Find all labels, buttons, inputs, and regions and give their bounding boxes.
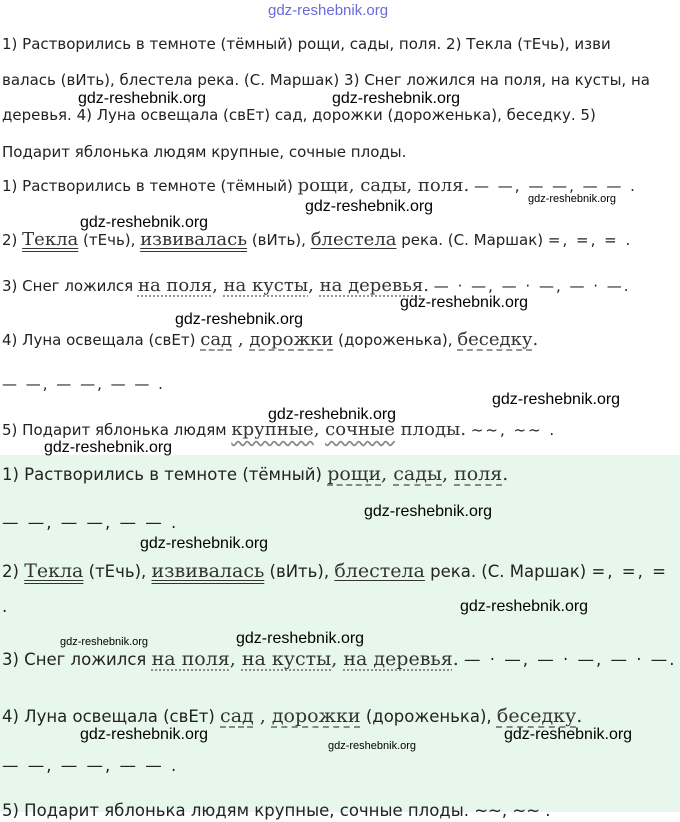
task-line: 1) Растворились в темноте (тёмный) рощи, сады, поля. 2) Текла (тЕчь), изви bbox=[2, 35, 611, 53]
sentence-scheme: — —, — —, — — . bbox=[474, 177, 637, 195]
answer-sentence-1: 1) Растворились в темноте (тёмный) рощи, сады, поля. bbox=[2, 463, 509, 485]
answer-sentence-3: 3) Снег ложился на поля, на кусты, на деревья. — · —, — · —, — · —. bbox=[2, 648, 677, 670]
watermark: gdz-reshebnik.org bbox=[364, 503, 493, 520]
watermark: gdz-reshebnik.org bbox=[332, 90, 461, 107]
watermark: gdz-reshebnik.org bbox=[80, 726, 209, 743]
answer-sentence-4: 4) Луна освещала (свЕт) сад , дорожки (дороженька), беседку. bbox=[2, 705, 583, 727]
sentence-scheme-end: . bbox=[2, 597, 8, 616]
sentence-scheme: =, =, = bbox=[591, 562, 668, 581]
watermark: gdz-reshebnik.org bbox=[492, 391, 621, 408]
watermark: gdz-reshebnik.org bbox=[78, 90, 207, 107]
watermark: gdz-reshebnik.org bbox=[460, 598, 589, 615]
watermark: gdz-reshebnik.org bbox=[80, 214, 209, 231]
answer-sentence-1: 1) Растворились в темноте (тёмный) рощи, сады, поля. — —, — —, — — . bbox=[2, 175, 637, 196]
watermark: gdz-reshebnik.org bbox=[400, 294, 529, 311]
watermark: gdz-reshebnik.org bbox=[268, 2, 389, 19]
watermark: gdz-reshebnik.org bbox=[328, 740, 417, 752]
task-line: валась (вИть), блестела река. (С. Маршак) 3) Снег ложился на поля, на кусты, на bbox=[2, 71, 650, 89]
watermark: gdz-reshebnik.org bbox=[528, 193, 617, 205]
sentence-scheme: — —, — —, — — . bbox=[2, 375, 165, 393]
watermark: gdz-reshebnik.org bbox=[236, 630, 365, 647]
watermark: gdz-reshebnik.org bbox=[504, 726, 633, 743]
answer-sentence-5: 5) Подарит яблонька людям крупные, сочные плоды. ~~, ~~ . bbox=[2, 419, 557, 440]
sentence-scheme: =, =, = . bbox=[547, 231, 633, 249]
answer-sentence-4: 4) Луна освещала (свЕт) сад , дорожки (дороженька), беседку. bbox=[2, 329, 539, 350]
answer-sentence-5: 5) Подарит яблонька людям крупные, сочные плоды. ~~, ~~ . bbox=[2, 801, 551, 820]
sentence-scheme: — · —, — · —, — · —. bbox=[464, 650, 677, 669]
watermark: gdz-reshebnik.org bbox=[175, 311, 304, 328]
sentence-scheme: — —, — —, — — . bbox=[2, 756, 179, 775]
task-line: деревья. 4) Луна освещала (свЕт) сад, дорожки (дороженька), беседку. 5) bbox=[2, 106, 596, 124]
watermark: gdz-reshebnik.org bbox=[305, 198, 434, 215]
answer-sentence-3: 3) Снег ложился на поля, на кусты, на деревья. — · —, — · —, — · —. bbox=[2, 275, 631, 296]
sentence-scheme: — —, — —, — — . bbox=[2, 513, 179, 532]
task-line: Подарит яблонька людям крупные, сочные плоды. bbox=[2, 143, 407, 161]
watermark: gdz-reshebnik.org bbox=[44, 439, 173, 456]
sentence-scheme: ~~, ~~ . bbox=[470, 421, 557, 439]
sentence-scheme: — · —, — · —, — · —. bbox=[433, 277, 631, 295]
answer-sentence-2: 2) Текла (тЕчь), извивалась (вИть), блестела река. (С. Маршак) =, =, = . bbox=[2, 229, 633, 250]
watermark: gdz-reshebnik.org bbox=[60, 636, 149, 648]
answer-sentence-2: 2) Текла (тЕчь), извивалась (вИть), блестела река. (С. Маршак) =, =, = bbox=[2, 560, 668, 582]
watermark: gdz-reshebnik.org bbox=[268, 406, 397, 423]
watermark: gdz-reshebnik.org bbox=[140, 535, 269, 552]
